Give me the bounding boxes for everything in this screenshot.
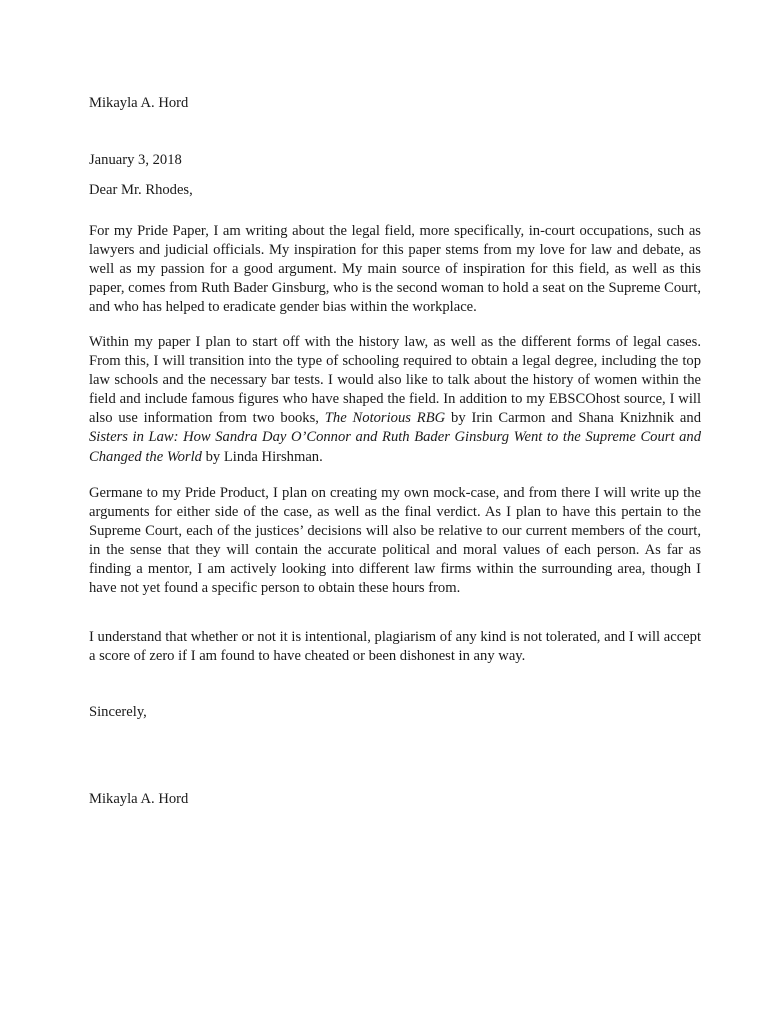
- paragraph-product: Germane to my Pride Product, I plan on creating my own mock-case, and from there I will write up the arguments for either side of the case, as well as the final verdict. As I plan to have this pertain to the Supreme Court, each of the justices’ decisions will also be relative to our current members of the court, in the sense that they will contain the accurate political and moral values of each person. As far as finding a mentor, I am actively looking into different law firms within the surrounding area, though I have not yet found a specific person to obtain these hours from.: [89, 485, 701, 597]
- paragraph-integrity: I understand that whether or not it is intentional, plagiarism of any kind is not tolerated, and I will accept a score of zero if I am found to have cheated or been dishonest in any way.: [89, 629, 701, 665]
- paragraph-topic: For my Pride Paper, I am writing about the legal field, more specifically, in-court occupations, such as lawyers and judicial officials. My inspiration for this paper stems from my love for law and debate, as well as my passion for a good argument. My main source of inspiration for this field, as well as this paper, comes from Ruth Bader Ginsburg, who is the second woman to hold a seat on the Supreme Court, and who has helped to eradicate gender bias within the workplace.: [89, 223, 701, 316]
- paragraph-plan-text: by Linda Hirshman.: [201, 448, 323, 465]
- book-title-sisters-in-law: Sisters in Law: How Sandra Day O’Connor and Ruth Bader Ginsburg Went to the Supreme Court and Changed the World: [89, 429, 701, 465]
- signature-name: Mikayla A. Hord: [89, 791, 189, 807]
- paragraph-plan: [89, 333, 701, 467]
- paragraph-plan-text: Within my paper I plan to start off with the history law, as well as the different forms of legal cases. From this, I will transition into the type of schooling required to obtain a legal degree, including the top law schools and the necessary bar tests. I would also like to talk about the history of women within the field and include famous figures who have shaped the field. In addition to my EBSCOhost source, I will also use information from two books,: [89, 334, 701, 427]
- closing: Sincerely,: [89, 704, 147, 720]
- salutation: Dear Mr. Rhodes,: [89, 182, 193, 198]
- book-title-notorious-rbg: The Notorious RBG: [324, 410, 446, 427]
- paragraph-plan-text: by Irin Carmon and Shana Knizhnik and: [445, 410, 701, 427]
- letter-date: January 3, 2018: [89, 152, 182, 168]
- sender-name: Mikayla A. Hord: [89, 95, 189, 111]
